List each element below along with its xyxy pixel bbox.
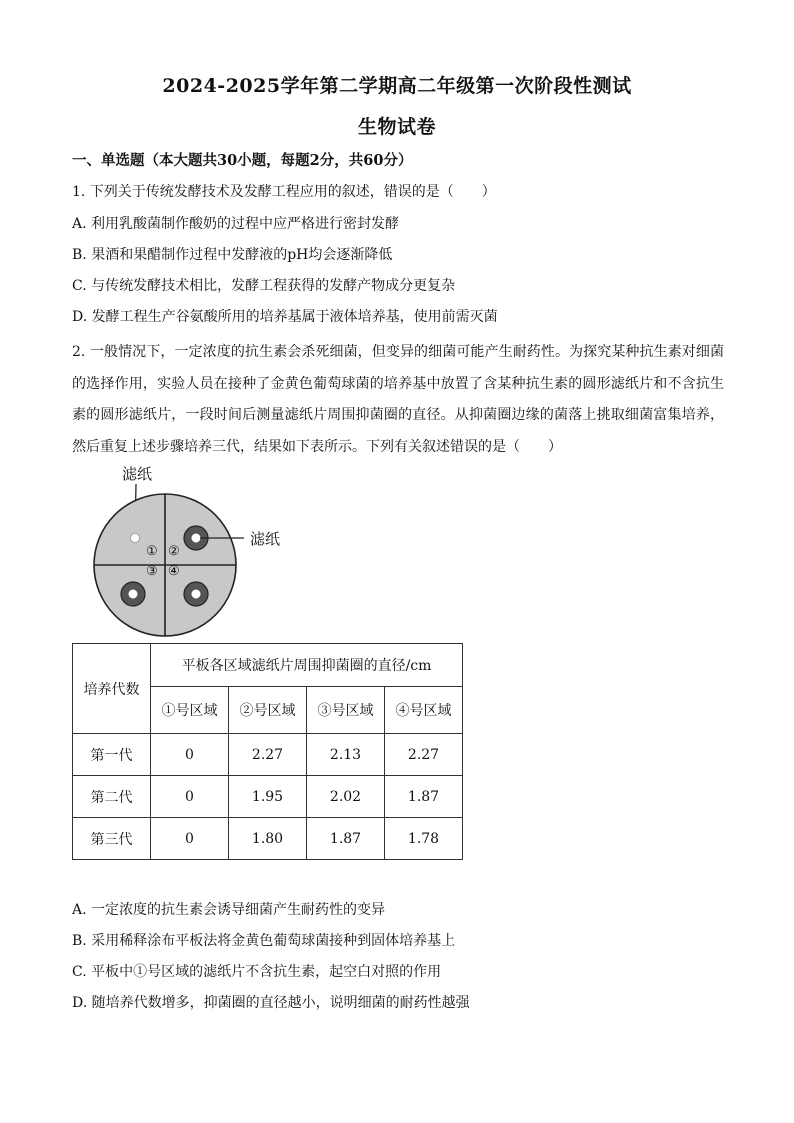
table-column-header: ④号区域	[385, 687, 463, 734]
region-label-3: ③	[146, 564, 158, 579]
table-cell: 1.95	[229, 776, 307, 818]
q2-option-c: C. 平板中①号区域的滤纸片不含抗生素，起空白对照的作用	[72, 964, 442, 980]
q2-option-b: B. 采用稀释涂布平板法将金黄色葡萄球菌接种到固体培养基上	[72, 933, 456, 949]
table-group-header: 平板各区域滤纸片周围抑菌圈的直径/cm	[151, 644, 463, 687]
figure-label-right: 滤纸	[250, 530, 281, 548]
table-cell: 2.27	[229, 734, 307, 776]
petri-dish-figure	[88, 460, 298, 640]
exam-title: 2024-2025学年第二学期高二年级第一次阶段性测试	[162, 75, 632, 97]
table-cell: 1.80	[229, 818, 307, 860]
table-column-header: ③号区域	[307, 687, 385, 734]
q2-option-a: A. 一定浓度的抗生素会诱导细菌产生耐药性的变异	[72, 902, 386, 918]
table-row-label: 第一代	[73, 734, 151, 776]
table-column-header: ②号区域	[229, 687, 307, 734]
table-cell: 2.13	[307, 734, 385, 776]
table-cell: 2.27	[385, 734, 463, 776]
table-cell: 0	[151, 818, 229, 860]
table-cell: 0	[151, 776, 229, 818]
region-label-4: ④	[168, 564, 180, 579]
q1-option-d: D. 发酵工程生产谷氨酸所用的培养基属于液体培养基，使用前需灭菌	[72, 309, 498, 325]
table-row	[73, 776, 463, 818]
q1-option-c: C. 与传统发酵技术相比，发酵工程获得的发酵产物成分更复杂	[72, 278, 456, 294]
paper-disc-region-1	[131, 534, 140, 543]
petri-dish-diagram	[88, 460, 298, 640]
table-cell: 1.87	[307, 818, 385, 860]
section-heading: 一、单选题（本大题共30小题，每题2分，共60分）	[72, 152, 413, 169]
region-label-1: ①	[146, 544, 158, 559]
table-cell: 1.87	[385, 776, 463, 818]
table-row-label: 第三代	[73, 818, 151, 860]
q1-option-b: B. 果酒和果醋制作过程中发酵液的pH均会逐渐降低	[72, 247, 393, 263]
table-row	[73, 734, 463, 776]
table-cell: 1.78	[385, 818, 463, 860]
table-row-label: 第二代	[73, 776, 151, 818]
paper-disc-region-2	[192, 534, 201, 543]
exam-subtitle: 生物试卷	[357, 116, 436, 138]
results-table	[72, 643, 463, 860]
region-label-2: ②	[168, 544, 180, 559]
figure-label-top: 滤纸	[122, 465, 153, 483]
table-row	[73, 818, 463, 860]
q2-option-d: D. 随培养代数增多，抑菌圈的直径越小，说明细菌的耐药性越强	[72, 995, 470, 1011]
paper-disc-region-3	[129, 590, 138, 599]
q1-option-a: A. 利用乳酸菌制作酸奶的过程中应严格进行密封发酵	[72, 216, 400, 232]
q2-stem: 2. 一般情况下，一定浓度的抗生素会杀死细菌，但变异的细菌可能产生耐药性。为探究某种抗生素对细菌的选择作用，实验人员在接种了金黄色葡萄球菌的培养基中放置了含某种抗生素的圆形滤纸片和不含抗生素的圆形滤纸片，一段时间后测量滤纸片周围抑菌圈的直径。从抑菌圈边缘的菌落上挑取细菌富集培养，然后重复上述步骤培养三代，结果如下表所示。下列有关叙述错误的是（ ）	[72, 344, 724, 455]
table-row-header: 培养代数	[73, 644, 151, 734]
q1-stem: 1. 下列关于传统发酵技术及发酵工程应用的叙述，错误的是（ ）	[72, 184, 496, 200]
table-cell: 0	[151, 734, 229, 776]
paper-disc-region-4	[192, 590, 201, 599]
table-header-row	[73, 644, 463, 687]
table-cell: 2.02	[307, 776, 385, 818]
table-column-header: ①号区域	[151, 687, 229, 734]
